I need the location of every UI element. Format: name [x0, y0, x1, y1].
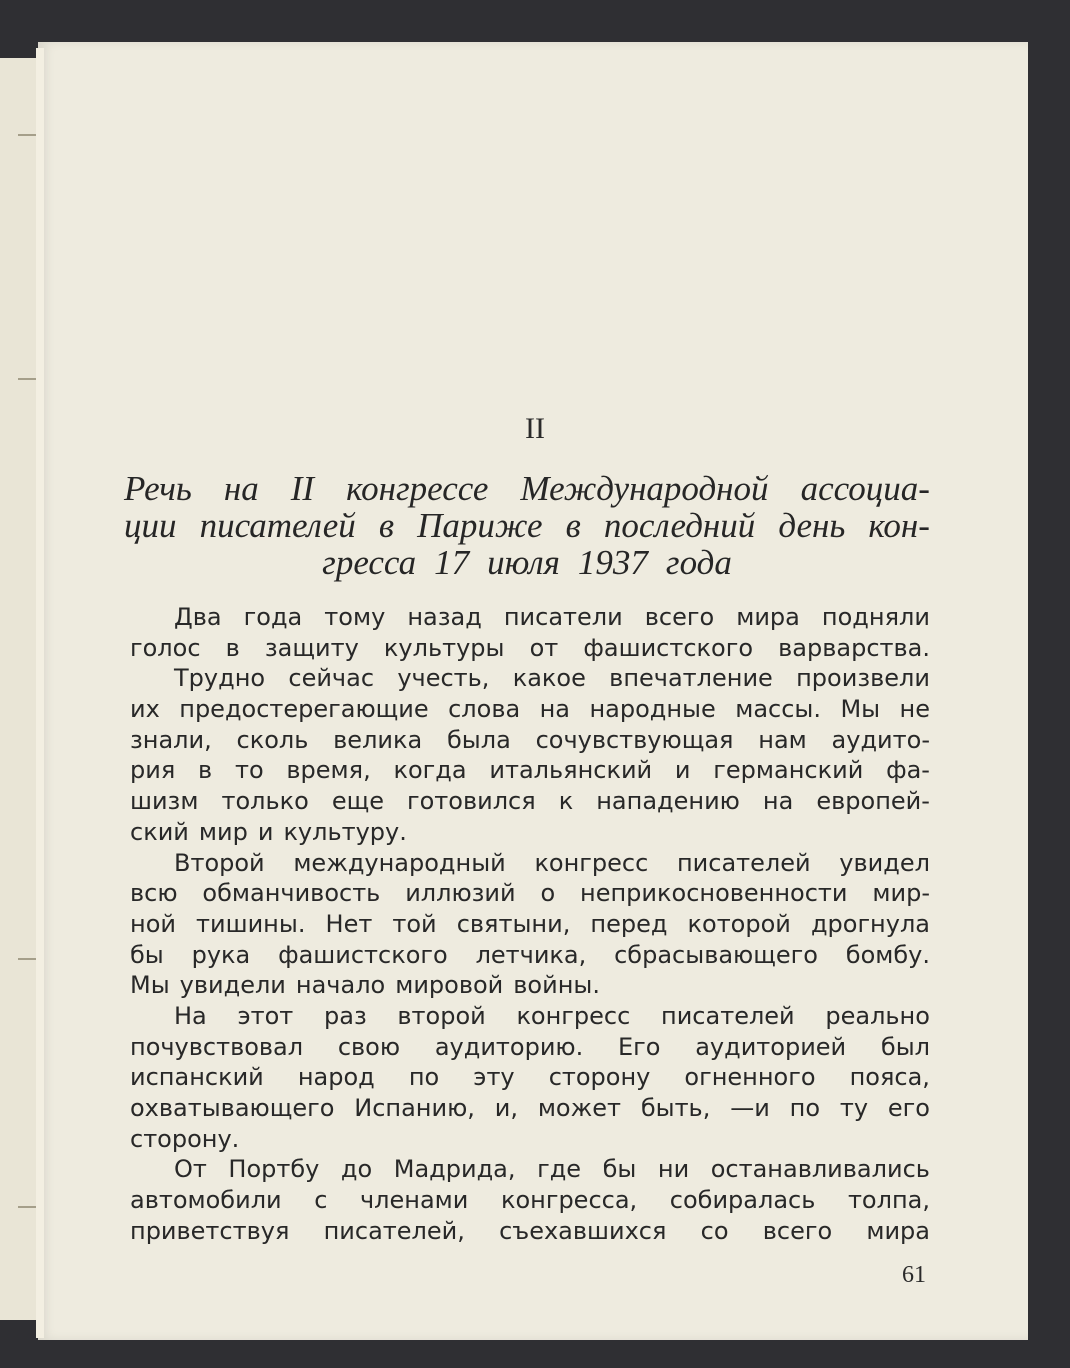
word: Трудно — [174, 664, 266, 693]
word: реально — [825, 1001, 930, 1030]
word: европей- — [816, 787, 930, 816]
word: защиту — [264, 633, 359, 662]
heading-word: Международной — [520, 469, 769, 508]
word: Мадрида, — [393, 1155, 516, 1184]
word: и, — [494, 1094, 518, 1122]
word: Портбу — [228, 1155, 320, 1184]
heading-word: 1937 — [577, 543, 648, 582]
word: охватывающего — [130, 1094, 335, 1122]
text-line — [130, 1124, 930, 1155]
text-line — [130, 1216, 930, 1247]
word: может — [537, 1094, 621, 1122]
word: культуры — [383, 633, 505, 662]
word: почувствовал — [130, 1032, 304, 1061]
word: когда — [393, 756, 467, 785]
word: какое — [512, 664, 586, 693]
word: от — [529, 633, 559, 662]
word: время, — [286, 756, 371, 785]
word: приветствуя — [130, 1216, 290, 1245]
word: по — [408, 1063, 440, 1092]
word: конгресс — [534, 848, 649, 877]
text-line — [130, 970, 930, 1001]
heading-line — [124, 470, 930, 507]
text-line — [130, 909, 930, 940]
heading-word: II — [290, 469, 315, 508]
word: в — [225, 633, 240, 662]
word: была — [447, 725, 511, 754]
word: сбрасывающего — [614, 940, 818, 969]
word: до — [340, 1155, 373, 1184]
heading-word: последний — [603, 506, 756, 545]
word: сколь — [236, 725, 309, 754]
word: нападению — [596, 787, 740, 816]
word: в — [198, 756, 213, 785]
word: быть, — [640, 1094, 711, 1122]
text-line — [130, 633, 930, 664]
text-line — [130, 1093, 930, 1124]
word: произвели — [796, 664, 930, 693]
heading-word: конгрессе — [346, 469, 489, 508]
word: сторону. — [130, 1124, 240, 1153]
word: сочувствующая — [535, 725, 734, 754]
text-line — [130, 786, 930, 817]
word: начало — [295, 971, 386, 1000]
text-line — [130, 1001, 930, 1032]
word: бомбу. — [845, 940, 930, 969]
body-text — [130, 602, 930, 1246]
word: народные — [589, 695, 716, 724]
text-line — [130, 1062, 930, 1093]
word: Мы — [840, 695, 881, 724]
word: его — [887, 1094, 930, 1122]
heading-word: года — [665, 543, 732, 582]
word: Два — [174, 603, 222, 631]
text-line — [130, 755, 930, 786]
word: на — [539, 695, 571, 724]
word: той — [392, 909, 437, 938]
word: еще — [331, 787, 384, 816]
word: сторону — [548, 1063, 651, 1092]
word: их — [130, 695, 160, 724]
section-number: II — [525, 412, 545, 445]
text-line — [130, 694, 930, 725]
word: со — [700, 1216, 729, 1245]
text-line — [130, 663, 930, 694]
word: дрогнула — [810, 909, 930, 938]
word: то — [234, 756, 264, 785]
word: мира — [736, 603, 800, 631]
word: впечатление — [609, 664, 773, 693]
word: года — [243, 603, 303, 631]
word: аудиторию. — [434, 1032, 584, 1061]
word: ни — [657, 1155, 690, 1184]
word: перед — [590, 909, 668, 938]
heading-word: в — [378, 506, 395, 545]
word: только — [221, 787, 309, 816]
word: итальянский — [489, 756, 653, 785]
word: Мы — [130, 971, 170, 1000]
word: писателей — [676, 848, 811, 877]
word: культуру. — [283, 817, 407, 846]
word: всю — [130, 879, 178, 908]
word: тому — [324, 603, 386, 631]
word: От — [174, 1155, 207, 1184]
word: Второй — [174, 848, 265, 877]
heading-word: день — [778, 506, 846, 545]
word: варварства. — [778, 633, 930, 662]
word: всего — [762, 1216, 833, 1245]
word: назад — [407, 603, 482, 631]
word: аудиторией — [695, 1032, 847, 1061]
word: увидел — [839, 848, 930, 877]
word: фашистского — [278, 940, 448, 969]
heading-word: июля — [487, 543, 560, 582]
word: и — [674, 756, 691, 785]
page-gutter — [36, 48, 44, 1338]
word: сейчас — [288, 664, 375, 693]
heading-word: Речь — [124, 469, 192, 508]
word: мировой — [395, 971, 504, 1000]
word: увидели — [179, 971, 286, 1000]
word: толпа, — [847, 1186, 930, 1215]
word: слова — [448, 695, 521, 724]
word: предостерегающие — [179, 695, 429, 724]
word: святыни, — [456, 909, 571, 938]
heading-word: ассоциа- — [800, 469, 930, 508]
word: по — [789, 1094, 821, 1122]
word: был — [880, 1032, 930, 1061]
word: германский — [713, 756, 864, 785]
word: нам — [758, 725, 807, 754]
word: учесть, — [397, 664, 490, 693]
word: мира — [866, 1216, 930, 1245]
word: не — [899, 695, 930, 724]
text-line — [130, 940, 930, 971]
word: войны. — [513, 971, 600, 1000]
word: международный — [293, 848, 506, 877]
word: писатели — [503, 603, 623, 631]
word: тишины. — [196, 909, 306, 938]
word: Испанию, — [354, 1094, 475, 1122]
heading-line — [124, 544, 930, 581]
word: писателей — [661, 1001, 795, 1030]
heading-word: гресса — [322, 543, 417, 582]
word: эту — [473, 1063, 515, 1092]
word: голос — [130, 633, 201, 662]
word: Нет — [325, 909, 373, 938]
word: подняли — [821, 603, 930, 631]
word: народ — [297, 1063, 375, 1092]
word: второй — [397, 1001, 486, 1030]
word: членами — [360, 1186, 469, 1215]
heading-word: кон- — [868, 506, 930, 545]
chapter-heading — [124, 470, 930, 581]
word: ной — [130, 909, 176, 938]
text-line — [130, 1154, 930, 1185]
word: на — [762, 787, 794, 816]
text-line — [130, 848, 930, 879]
word: летчика, — [475, 940, 587, 969]
word: аудито- — [831, 725, 930, 754]
word: ту — [839, 1094, 869, 1122]
word: фа- — [886, 756, 930, 785]
text-line — [130, 602, 930, 633]
word: пояса, — [849, 1063, 930, 1092]
text-line — [130, 1032, 930, 1063]
word: о — [540, 879, 556, 908]
word: бы — [602, 1155, 637, 1184]
word: съехавшихся — [499, 1216, 667, 1245]
word: обманчивость — [202, 879, 381, 908]
heading-word: на — [223, 469, 259, 508]
word: которой — [687, 909, 791, 938]
heading-word: ции — [124, 506, 177, 545]
text-line — [130, 817, 930, 848]
word: к — [558, 787, 574, 816]
heading-word: 17 — [434, 543, 470, 582]
word: фашистского — [583, 633, 754, 662]
word: мир — [198, 817, 248, 846]
word: конгресс — [516, 1001, 631, 1030]
word: неприкосновенности — [580, 879, 848, 908]
word: рия — [130, 756, 176, 785]
heading-word: писателей — [199, 506, 356, 545]
word: шизм — [130, 787, 199, 816]
heading-word: в — [565, 506, 581, 545]
word: велика — [333, 725, 423, 754]
word: конгресса, — [500, 1186, 638, 1215]
word: где — [537, 1155, 582, 1184]
text-line — [130, 878, 930, 909]
word: Его — [617, 1032, 661, 1061]
word: этот — [237, 1001, 294, 1030]
word: мир- — [872, 879, 930, 908]
text-line — [130, 1185, 930, 1216]
word: рука — [191, 940, 251, 969]
text-line — [130, 725, 930, 756]
word: иллюзий — [405, 879, 516, 908]
word: останавливались — [710, 1155, 930, 1184]
word: писателей, — [323, 1216, 465, 1245]
heading-line — [124, 507, 930, 544]
page-number: 61 — [902, 1262, 926, 1288]
heading-word: Париже — [417, 506, 543, 545]
word: и — [257, 817, 274, 846]
word: бы — [130, 940, 164, 969]
word: ский — [130, 817, 189, 846]
word: огненного — [684, 1063, 816, 1092]
word: свою — [337, 1032, 401, 1061]
word: —и — [730, 1094, 770, 1122]
word: массы. — [735, 695, 821, 724]
word: собиралась — [669, 1186, 816, 1215]
word: знали, — [130, 725, 212, 754]
word: На — [174, 1001, 207, 1030]
word: с — [314, 1186, 328, 1215]
word: готовился — [407, 787, 536, 816]
word: испанский — [130, 1063, 264, 1092]
word: всего — [644, 603, 715, 631]
word: автомобили — [130, 1186, 282, 1215]
word: раз — [324, 1001, 367, 1030]
